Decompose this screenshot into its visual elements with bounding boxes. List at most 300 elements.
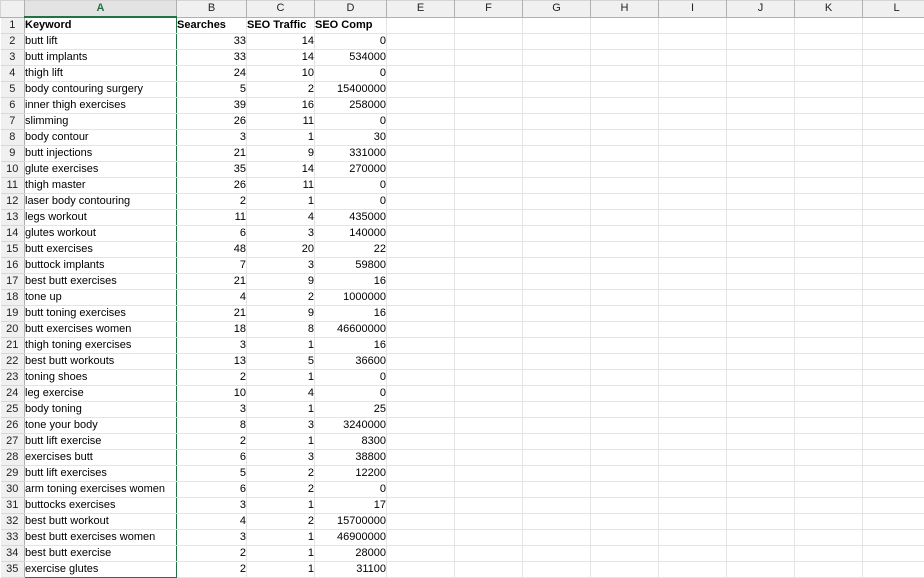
cell-empty[interactable]: [727, 82, 795, 98]
cell-empty[interactable]: [727, 178, 795, 194]
cell-empty[interactable]: [795, 146, 863, 162]
cell-seo-traffic[interactable]: 3: [247, 258, 315, 274]
cell-keyword[interactable]: exercises butt: [25, 450, 177, 466]
column-header-g[interactable]: G: [523, 1, 591, 18]
cell-seo-traffic[interactable]: 16: [247, 98, 315, 114]
cell-searches[interactable]: 13: [177, 354, 247, 370]
cell-keyword[interactable]: best butt workout: [25, 514, 177, 530]
cell-empty[interactable]: [659, 322, 727, 338]
cell-empty[interactable]: [863, 274, 924, 290]
cell-keyword[interactable]: best butt exercise: [25, 546, 177, 562]
cell-empty[interactable]: [727, 258, 795, 274]
cell-empty[interactable]: [591, 482, 659, 498]
cell-empty[interactable]: [795, 34, 863, 50]
cell-empty[interactable]: [523, 450, 591, 466]
cell-seo-comp[interactable]: 331000: [315, 146, 387, 162]
cell-empty[interactable]: [863, 418, 924, 434]
cell-empty[interactable]: [591, 274, 659, 290]
cell-empty[interactable]: [455, 354, 523, 370]
cell-searches[interactable]: 2: [177, 370, 247, 386]
row-header[interactable]: 13: [1, 210, 25, 226]
cell-empty[interactable]: [727, 322, 795, 338]
row-header[interactable]: 26: [1, 418, 25, 434]
cell-empty[interactable]: [659, 66, 727, 82]
cell-empty[interactable]: [591, 194, 659, 210]
cell-empty[interactable]: [727, 210, 795, 226]
cell-searches[interactable]: 4: [177, 290, 247, 306]
cell-empty[interactable]: [795, 210, 863, 226]
row-header[interactable]: 28: [1, 450, 25, 466]
cell-empty[interactable]: [455, 466, 523, 482]
cell-seo-traffic[interactable]: 11: [247, 178, 315, 194]
cell-empty[interactable]: [455, 130, 523, 146]
cell-seo-comp[interactable]: 258000: [315, 98, 387, 114]
cell-searches[interactable]: 6: [177, 482, 247, 498]
cell-empty[interactable]: [591, 226, 659, 242]
cell-seo-comp[interactable]: 15400000: [315, 82, 387, 98]
cell-empty[interactable]: [455, 290, 523, 306]
cell-keyword[interactable]: tone your body: [25, 418, 177, 434]
cell-empty[interactable]: [727, 50, 795, 66]
row-header[interactable]: 35: [1, 562, 25, 578]
cell-empty[interactable]: [387, 178, 455, 194]
cell-empty[interactable]: [795, 338, 863, 354]
cell-empty[interactable]: [523, 514, 591, 530]
cell-seo-comp[interactable]: 30: [315, 130, 387, 146]
cell-empty[interactable]: [523, 370, 591, 386]
cell-empty[interactable]: [387, 514, 455, 530]
cell-empty[interactable]: [659, 194, 727, 210]
cell-empty[interactable]: [659, 482, 727, 498]
header-cell-c[interactable]: SEO Traffic: [247, 17, 315, 34]
cell-empty[interactable]: [523, 530, 591, 546]
row-header[interactable]: 22: [1, 354, 25, 370]
cell-keyword[interactable]: thigh master: [25, 178, 177, 194]
row-header[interactable]: 16: [1, 258, 25, 274]
cell-searches[interactable]: 6: [177, 450, 247, 466]
cell-empty[interactable]: [455, 258, 523, 274]
cell-empty[interactable]: [523, 482, 591, 498]
header-cell-b[interactable]: Searches: [177, 17, 247, 34]
cell-empty[interactable]: [727, 546, 795, 562]
cell-searches[interactable]: 26: [177, 178, 247, 194]
cell-empty[interactable]: [455, 242, 523, 258]
cell-empty[interactable]: [795, 130, 863, 146]
cell-empty[interactable]: [455, 418, 523, 434]
cell-empty[interactable]: [387, 482, 455, 498]
cell-empty[interactable]: [455, 322, 523, 338]
header-cell-d[interactable]: SEO Comp: [315, 17, 387, 34]
cell-empty[interactable]: [659, 98, 727, 114]
cell-empty[interactable]: [727, 114, 795, 130]
cell-searches[interactable]: 33: [177, 34, 247, 50]
cell-empty[interactable]: [863, 386, 924, 402]
cell-empty[interactable]: [455, 34, 523, 50]
cell-empty[interactable]: [523, 274, 591, 290]
cell-empty[interactable]: [727, 402, 795, 418]
row-header[interactable]: 31: [1, 498, 25, 514]
cell-empty[interactable]: [795, 546, 863, 562]
cell-empty[interactable]: [795, 162, 863, 178]
cell-seo-traffic[interactable]: 2: [247, 82, 315, 98]
cell-seo-comp[interactable]: 8300: [315, 434, 387, 450]
row-header[interactable]: 8: [1, 130, 25, 146]
cell-empty[interactable]: [591, 338, 659, 354]
cell-seo-comp[interactable]: 16: [315, 306, 387, 322]
row-header[interactable]: 19: [1, 306, 25, 322]
cell-keyword[interactable]: butt lift exercises: [25, 466, 177, 482]
cell-empty[interactable]: [659, 530, 727, 546]
column-header-e[interactable]: E: [387, 1, 455, 18]
cell-empty[interactable]: [387, 114, 455, 130]
cell-empty[interactable]: [387, 322, 455, 338]
cell-empty[interactable]: [727, 130, 795, 146]
cell-empty[interactable]: [727, 194, 795, 210]
row-header[interactable]: 23: [1, 370, 25, 386]
row-header[interactable]: 25: [1, 402, 25, 418]
column-header-j[interactable]: J: [727, 1, 795, 18]
cell-empty[interactable]: [387, 530, 455, 546]
cell-seo-traffic[interactable]: 14: [247, 162, 315, 178]
cell-empty[interactable]: [795, 306, 863, 322]
cell-empty[interactable]: [863, 290, 924, 306]
cell-seo-traffic[interactable]: 2: [247, 514, 315, 530]
cell-keyword[interactable]: glutes workout: [25, 226, 177, 242]
cell-empty[interactable]: [863, 114, 924, 130]
row-header[interactable]: 29: [1, 466, 25, 482]
cell-empty[interactable]: [523, 98, 591, 114]
cell-empty[interactable]: [795, 530, 863, 546]
cell-seo-traffic[interactable]: 9: [247, 306, 315, 322]
cell-empty[interactable]: [659, 514, 727, 530]
cell-seo-traffic[interactable]: 2: [247, 290, 315, 306]
cell-keyword[interactable]: butt toning exercises: [25, 306, 177, 322]
cell-empty[interactable]: [387, 354, 455, 370]
cell-empty[interactable]: [455, 434, 523, 450]
cell-empty[interactable]: [387, 434, 455, 450]
cell-empty[interactable]: [455, 514, 523, 530]
cell-searches[interactable]: 3: [177, 530, 247, 546]
cell-empty[interactable]: [523, 434, 591, 450]
cell-seo-traffic[interactable]: 2: [247, 466, 315, 482]
cell-empty[interactable]: [659, 418, 727, 434]
cell-empty[interactable]: [387, 418, 455, 434]
cell-empty[interactable]: [455, 274, 523, 290]
cell-seo-comp[interactable]: 46600000: [315, 322, 387, 338]
cell-empty[interactable]: [659, 178, 727, 194]
cell-empty[interactable]: [455, 210, 523, 226]
cell-searches[interactable]: 21: [177, 274, 247, 290]
cell-seo-traffic[interactable]: 3: [247, 418, 315, 434]
cell-empty[interactable]: [523, 306, 591, 322]
cell-empty[interactable]: [727, 498, 795, 514]
cell-empty[interactable]: [455, 386, 523, 402]
cell-empty[interactable]: [863, 178, 924, 194]
cell-empty[interactable]: [455, 226, 523, 242]
cell-empty[interactable]: [455, 402, 523, 418]
cell-searches[interactable]: 8: [177, 418, 247, 434]
cell-seo-traffic[interactable]: 9: [247, 146, 315, 162]
cell-empty[interactable]: [387, 498, 455, 514]
cell-seo-comp[interactable]: 3240000: [315, 418, 387, 434]
cell-empty[interactable]: [727, 98, 795, 114]
cell-keyword[interactable]: butt lift exercise: [25, 434, 177, 450]
cell-seo-comp[interactable]: 31100: [315, 562, 387, 578]
cell-empty[interactable]: [523, 242, 591, 258]
cell-empty[interactable]: [455, 498, 523, 514]
cell-keyword[interactable]: butt injections: [25, 146, 177, 162]
cell-keyword[interactable]: butt exercises women: [25, 322, 177, 338]
cell-empty[interactable]: [795, 66, 863, 82]
column-header-d[interactable]: D: [315, 1, 387, 18]
cell-empty[interactable]: [795, 354, 863, 370]
cell-empty[interactable]: [591, 162, 659, 178]
cell-empty[interactable]: [455, 194, 523, 210]
cell-seo-comp[interactable]: 17: [315, 498, 387, 514]
cell-seo-comp[interactable]: 0: [315, 386, 387, 402]
cell-empty[interactable]: [591, 386, 659, 402]
cell-empty[interactable]: [795, 82, 863, 98]
cell-keyword[interactable]: legs workout: [25, 210, 177, 226]
cell-keyword[interactable]: buttock implants: [25, 258, 177, 274]
cell-empty[interactable]: [863, 50, 924, 66]
cell-empty[interactable]: [863, 546, 924, 562]
cell-empty[interactable]: [659, 242, 727, 258]
column-header-h[interactable]: H: [591, 1, 659, 18]
cell-empty[interactable]: [727, 450, 795, 466]
cell-empty[interactable]: [387, 386, 455, 402]
cell-empty[interactable]: [523, 498, 591, 514]
cell-empty[interactable]: [659, 306, 727, 322]
cell-empty[interactable]: [863, 530, 924, 546]
cell-empty[interactable]: [591, 82, 659, 98]
cell-keyword[interactable]: body toning: [25, 402, 177, 418]
cell-seo-comp[interactable]: 15700000: [315, 514, 387, 530]
cell-empty[interactable]: [863, 242, 924, 258]
cell-empty[interactable]: [523, 194, 591, 210]
cell-keyword[interactable]: laser body contouring: [25, 194, 177, 210]
cell-seo-traffic[interactable]: 1: [247, 546, 315, 562]
cell-empty[interactable]: [795, 114, 863, 130]
select-all-corner[interactable]: [1, 1, 25, 18]
cell-empty[interactable]: [659, 146, 727, 162]
cell-seo-traffic[interactable]: 1: [247, 130, 315, 146]
cell-empty[interactable]: [863, 354, 924, 370]
cell-seo-traffic[interactable]: 1: [247, 530, 315, 546]
cell-seo-traffic[interactable]: 3: [247, 450, 315, 466]
cell-empty[interactable]: [591, 434, 659, 450]
cell-empty[interactable]: [523, 226, 591, 242]
cell-empty[interactable]: [455, 530, 523, 546]
cell-empty[interactable]: [455, 562, 523, 578]
cell-empty[interactable]: [863, 82, 924, 98]
cell-searches[interactable]: 33: [177, 50, 247, 66]
cell-searches[interactable]: 39: [177, 98, 247, 114]
cell-empty[interactable]: [863, 66, 924, 82]
cell-empty[interactable]: [591, 306, 659, 322]
cell-empty[interactable]: [863, 450, 924, 466]
cell-empty[interactable]: [387, 34, 455, 50]
cell-empty[interactable]: [591, 450, 659, 466]
cell-empty[interactable]: [659, 386, 727, 402]
header-cell-l[interactable]: [863, 17, 924, 34]
cell-empty[interactable]: [659, 114, 727, 130]
cell-empty[interactable]: [387, 210, 455, 226]
cell-empty[interactable]: [659, 274, 727, 290]
row-header[interactable]: 24: [1, 386, 25, 402]
cell-searches[interactable]: 10: [177, 386, 247, 402]
cell-empty[interactable]: [591, 242, 659, 258]
cell-keyword[interactable]: slimming: [25, 114, 177, 130]
cell-keyword[interactable]: arm toning exercises women: [25, 482, 177, 498]
cell-empty[interactable]: [863, 466, 924, 482]
cell-empty[interactable]: [727, 290, 795, 306]
cell-keyword[interactable]: glute exercises: [25, 162, 177, 178]
cell-seo-traffic[interactable]: 1: [247, 194, 315, 210]
cell-seo-comp[interactable]: 16: [315, 338, 387, 354]
cell-seo-traffic[interactable]: 14: [247, 50, 315, 66]
cell-empty[interactable]: [727, 226, 795, 242]
cell-empty[interactable]: [523, 178, 591, 194]
cell-searches[interactable]: 35: [177, 162, 247, 178]
cell-seo-traffic[interactable]: 1: [247, 498, 315, 514]
cell-keyword[interactable]: thigh lift: [25, 66, 177, 82]
cell-empty[interactable]: [727, 306, 795, 322]
cell-empty[interactable]: [387, 130, 455, 146]
cell-empty[interactable]: [659, 450, 727, 466]
cell-empty[interactable]: [523, 290, 591, 306]
cell-searches[interactable]: 26: [177, 114, 247, 130]
cell-seo-traffic[interactable]: 2: [247, 482, 315, 498]
cell-keyword[interactable]: body contour: [25, 130, 177, 146]
cell-seo-comp[interactable]: 0: [315, 178, 387, 194]
row-header[interactable]: 32: [1, 514, 25, 530]
cell-empty[interactable]: [863, 562, 924, 578]
cell-seo-comp[interactable]: 270000: [315, 162, 387, 178]
cell-empty[interactable]: [659, 210, 727, 226]
cell-empty[interactable]: [387, 290, 455, 306]
cell-empty[interactable]: [387, 146, 455, 162]
cell-seo-comp[interactable]: 534000: [315, 50, 387, 66]
cell-empty[interactable]: [591, 146, 659, 162]
cell-empty[interactable]: [795, 418, 863, 434]
cell-empty[interactable]: [659, 258, 727, 274]
cell-seo-traffic[interactable]: 20: [247, 242, 315, 258]
column-header-k[interactable]: K: [795, 1, 863, 18]
cell-empty[interactable]: [727, 338, 795, 354]
cell-keyword[interactable]: body contouring surgery: [25, 82, 177, 98]
cell-empty[interactable]: [523, 66, 591, 82]
cell-empty[interactable]: [455, 98, 523, 114]
cell-searches[interactable]: 3: [177, 498, 247, 514]
cell-seo-traffic[interactable]: 11: [247, 114, 315, 130]
cell-searches[interactable]: 4: [177, 514, 247, 530]
cell-empty[interactable]: [863, 98, 924, 114]
cell-empty[interactable]: [591, 370, 659, 386]
cell-seo-traffic[interactable]: 8: [247, 322, 315, 338]
cell-empty[interactable]: [863, 34, 924, 50]
cell-empty[interactable]: [387, 258, 455, 274]
cell-empty[interactable]: [863, 306, 924, 322]
cell-empty[interactable]: [795, 50, 863, 66]
row-header[interactable]: 33: [1, 530, 25, 546]
cell-seo-traffic[interactable]: 4: [247, 386, 315, 402]
cell-empty[interactable]: [455, 178, 523, 194]
cell-empty[interactable]: [795, 434, 863, 450]
cell-empty[interactable]: [591, 258, 659, 274]
cell-empty[interactable]: [387, 562, 455, 578]
cell-empty[interactable]: [863, 498, 924, 514]
cell-empty[interactable]: [591, 562, 659, 578]
cell-empty[interactable]: [863, 258, 924, 274]
cell-empty[interactable]: [455, 146, 523, 162]
column-header-b[interactable]: B: [177, 1, 247, 18]
cell-empty[interactable]: [591, 290, 659, 306]
cell-empty[interactable]: [659, 162, 727, 178]
cell-empty[interactable]: [523, 562, 591, 578]
cell-empty[interactable]: [591, 66, 659, 82]
cell-keyword[interactable]: exercise glutes: [25, 562, 177, 578]
cell-empty[interactable]: [387, 98, 455, 114]
cell-seo-traffic[interactable]: 9: [247, 274, 315, 290]
cell-empty[interactable]: [863, 434, 924, 450]
cell-seo-comp[interactable]: 0: [315, 114, 387, 130]
cell-empty[interactable]: [523, 338, 591, 354]
cell-empty[interactable]: [387, 546, 455, 562]
cell-empty[interactable]: [591, 322, 659, 338]
cell-empty[interactable]: [659, 562, 727, 578]
cell-empty[interactable]: [863, 322, 924, 338]
cell-searches[interactable]: 2: [177, 194, 247, 210]
cell-empty[interactable]: [455, 370, 523, 386]
row-header[interactable]: 11: [1, 178, 25, 194]
cell-empty[interactable]: [591, 114, 659, 130]
cell-searches[interactable]: 11: [177, 210, 247, 226]
cell-empty[interactable]: [387, 66, 455, 82]
cell-seo-comp[interactable]: 25: [315, 402, 387, 418]
cell-empty[interactable]: [863, 338, 924, 354]
cell-empty[interactable]: [863, 370, 924, 386]
row-header[interactable]: 10: [1, 162, 25, 178]
header-cell-i[interactable]: [659, 17, 727, 34]
cell-keyword[interactable]: best butt exercises: [25, 274, 177, 290]
cell-empty[interactable]: [591, 98, 659, 114]
header-cell-a[interactable]: Keyword: [25, 17, 177, 34]
cell-empty[interactable]: [591, 34, 659, 50]
cell-seo-traffic[interactable]: 1: [247, 562, 315, 578]
cell-empty[interactable]: [523, 322, 591, 338]
cell-empty[interactable]: [795, 386, 863, 402]
cell-empty[interactable]: [727, 146, 795, 162]
cell-seo-comp[interactable]: 16: [315, 274, 387, 290]
cell-empty[interactable]: [387, 274, 455, 290]
cell-keyword[interactable]: butt exercises: [25, 242, 177, 258]
cell-empty[interactable]: [455, 338, 523, 354]
cell-empty[interactable]: [795, 562, 863, 578]
row-header[interactable]: 9: [1, 146, 25, 162]
cell-empty[interactable]: [659, 130, 727, 146]
row-header[interactable]: 2: [1, 34, 25, 50]
cell-empty[interactable]: [727, 482, 795, 498]
cell-seo-traffic[interactable]: 1: [247, 338, 315, 354]
cell-empty[interactable]: [455, 482, 523, 498]
cell-empty[interactable]: [387, 466, 455, 482]
cell-seo-comp[interactable]: 46900000: [315, 530, 387, 546]
cell-empty[interactable]: [795, 370, 863, 386]
cell-keyword[interactable]: inner thigh exercises: [25, 98, 177, 114]
cell-empty[interactable]: [795, 498, 863, 514]
cell-empty[interactable]: [727, 34, 795, 50]
